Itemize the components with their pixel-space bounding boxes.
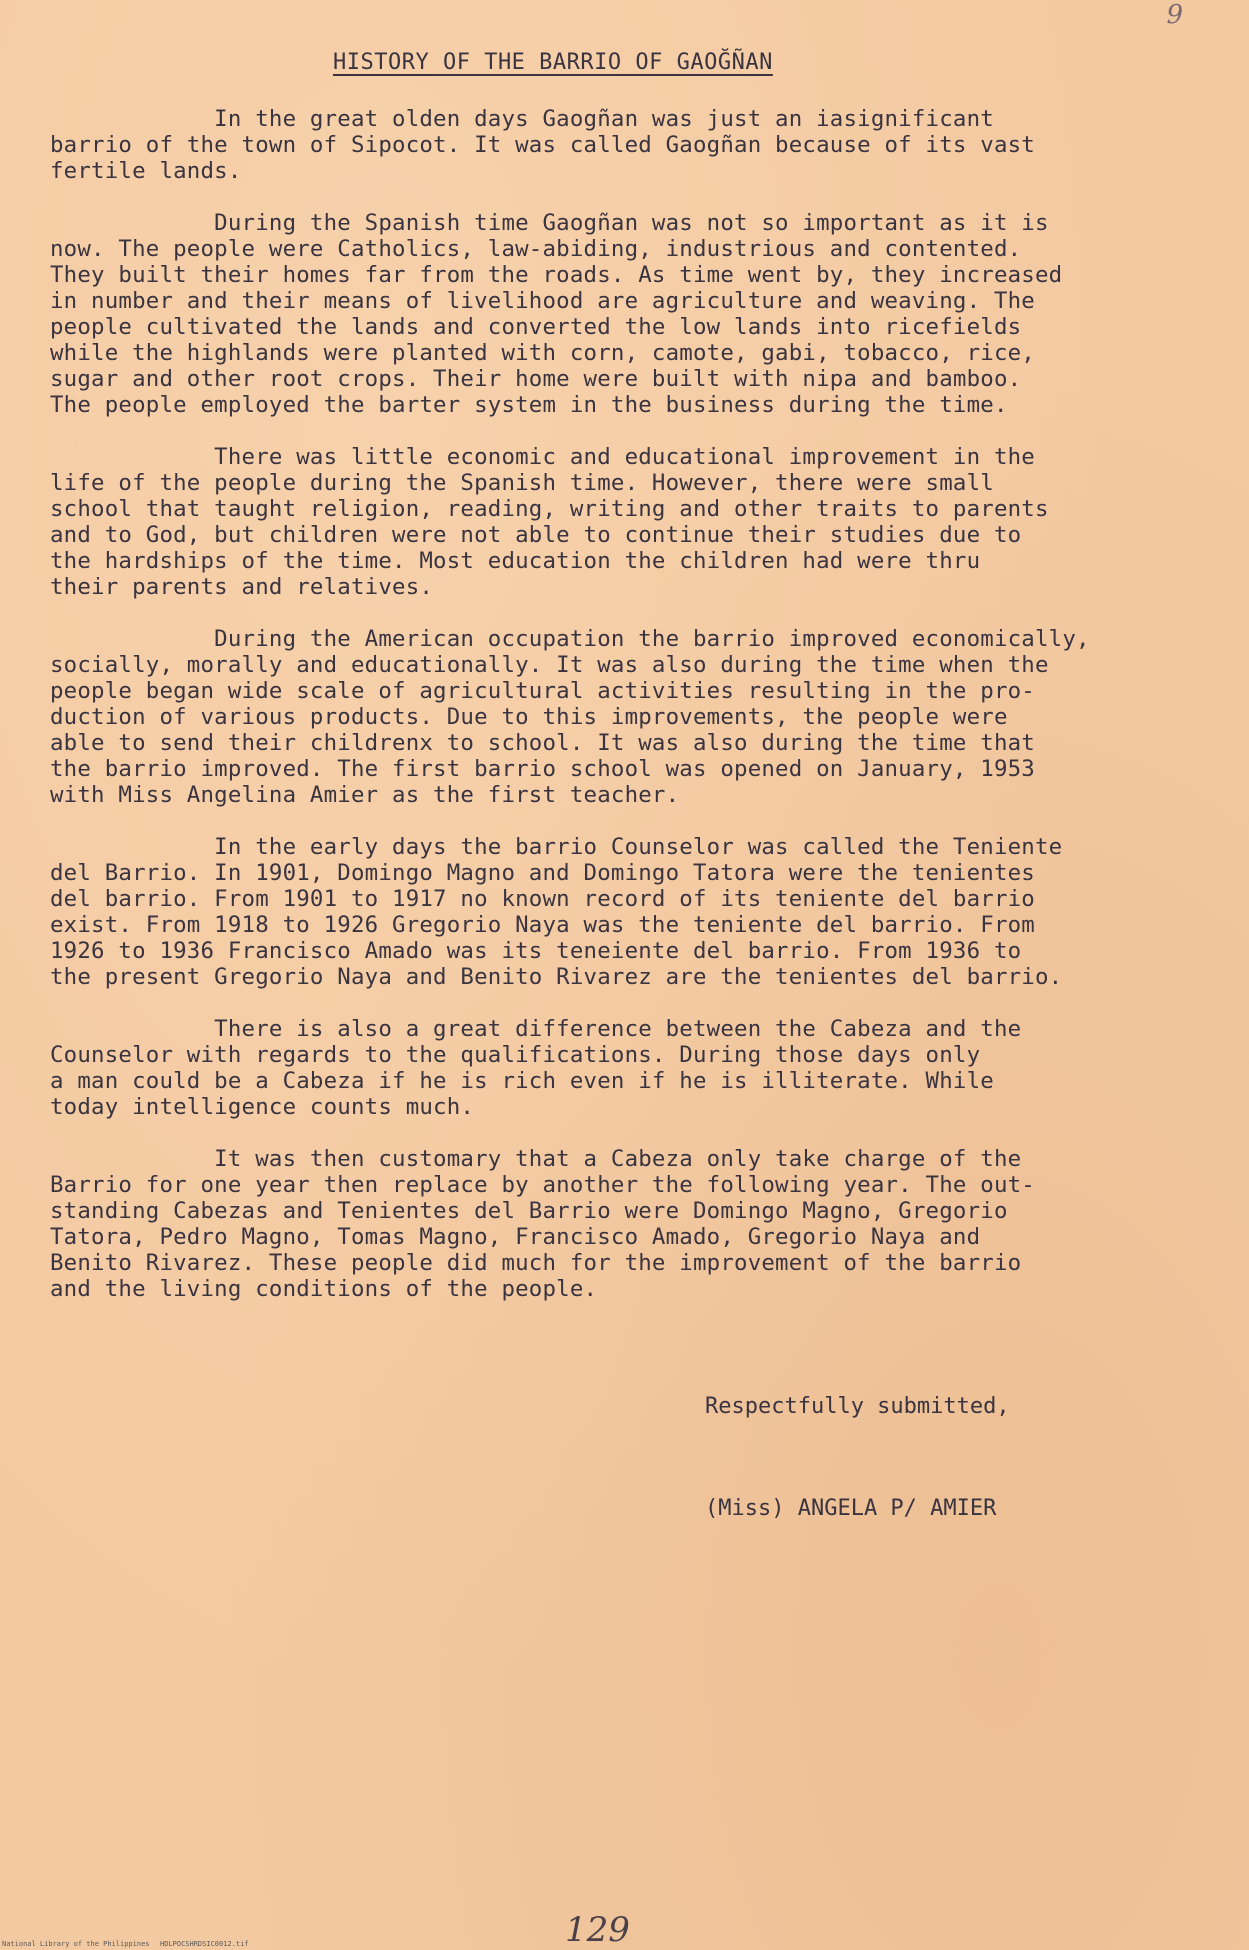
text-line: There was little economic and educational improvement in the: [50, 444, 1035, 470]
text-line: It was then customary that a Cabeza only take charge of the: [50, 1146, 1022, 1172]
text-line: They built their homes far from the roads. As time went by, they increased: [50, 262, 1063, 288]
text-line: today intelligence counts much.: [50, 1094, 475, 1120]
text-line: in number and their means of livelihood are agriculture and weaving. The: [50, 288, 1035, 314]
text-line: the hardships of the time. Most education the children had were thru: [50, 548, 981, 574]
text-line: and to God, but children were not able to continue their studies due to: [50, 522, 1022, 548]
text-line: Counselor with regards to the qualifications. During those days only: [50, 1042, 981, 1068]
text-line: duction of various products. Due to this improvements, the people were: [50, 704, 1008, 730]
text-line: people began wide scale of agricultural activities resulting in the pro-: [50, 678, 1035, 704]
text-line: Tatora, Pedro Magno, Tomas Magno, Francisco Amado, Gregorio Naya and: [50, 1224, 981, 1250]
footer-library-label: National Library of the Philippines: [2, 1940, 150, 1948]
text-line: fertile lands.: [50, 158, 242, 184]
text-line: During the Spanish time Gaogñan was not so important as it is: [50, 210, 1049, 236]
text-line: barrio of the town of Sipocot. It was called Gaogñan because of its vast: [50, 132, 1035, 158]
text-line: school that taught religion, reading, writing and other traits to parents: [50, 496, 1049, 522]
text-line: Benito Rivarez. These people did much for the improvement of the barrio: [50, 1250, 1022, 1276]
text-line: The people employed the barter system in the business during the time.: [50, 392, 1008, 418]
text-line: and the living conditions of the people.: [50, 1276, 598, 1302]
closing-line: Respectfully submitted,: [705, 1394, 1010, 1419]
text-line: sugar and other root crops. Their home were built with nipa and bamboo.: [50, 366, 1022, 392]
document-body: [50, 106, 1235, 1328]
text-line: exist. From 1918 to 1926 Gregorio Naya was the teniente del barrio. From: [50, 912, 1035, 938]
handwritten-page-number: 129: [565, 1910, 630, 1950]
text-line: while the highlands were planted with corn, camote, gabi, tobacco, rice,: [50, 340, 1035, 366]
paragraph-2: [50, 210, 1235, 418]
text-line: the present Gregorio Naya and Benito Rivarez are the tenientes del barrio.: [50, 964, 1063, 990]
text-line: Barrio for one year then replace by another the following year. The out-: [50, 1172, 1035, 1198]
paragraph-3: [50, 444, 1235, 600]
footer-file-label: HDLPOCSHRDSIC0012.tif: [160, 1940, 249, 1948]
text-line: socially, morally and educationally. It was also during the time when the: [50, 652, 1049, 678]
text-line: There is also a great difference between the Cabeza and the: [50, 1016, 1022, 1042]
paragraph-7: [50, 1146, 1235, 1302]
text-line: life of the people during the Spanish time. However, there were small: [50, 470, 994, 496]
paragraph-6: [50, 1016, 1235, 1120]
paragraph-5: [50, 834, 1235, 990]
page-number: 9: [1166, 0, 1183, 30]
paragraph-1: [50, 106, 1235, 184]
text-line: a man could be a Cabeza if he is rich even if he is illiterate. While: [50, 1068, 994, 1094]
text-line: the barrio improved. The first barrio school was opened on January, 1953: [50, 756, 1035, 782]
text-line: standing Cabezas and Tenientes del Barrio were Domingo Magno, Gregorio: [50, 1198, 1008, 1224]
text-line: 1926 to 1936 Francisco Amado was its teneiente del barrio. From 1936 to: [50, 938, 1022, 964]
text-line: During the American occupation the barrio improved economically,: [50, 626, 1090, 652]
text-line: with Miss Angelina Amier as the first teacher.: [50, 782, 680, 808]
text-line: In the early days the barrio Counselor was called the Teniente: [50, 834, 1063, 860]
text-line: In the great olden days Gaogñan was just an iasignificant: [50, 106, 994, 132]
signature-line: (Miss) ANGELA P/ AMIER: [705, 1496, 997, 1521]
document-title: HISTORY OF THE BARRIO OF GAOĞÑAN: [333, 50, 773, 75]
text-line: now. The people were Catholics, law-abiding, industrious and contented.: [50, 236, 1022, 262]
text-line: people cultivated the lands and converted the low lands into ricefields: [50, 314, 1022, 340]
text-line: del barrio. From 1901 to 1917 no known record of its teniente del barrio: [50, 886, 1035, 912]
text-line: del Barrio. In 1901, Domingo Magno and Domingo Tatora were the tenientes: [50, 860, 1035, 886]
paragraph-4: [50, 626, 1235, 808]
text-line: their parents and relatives.: [50, 574, 434, 600]
text-line: able to send their childrenx to school. It was also during the time that: [50, 730, 1035, 756]
